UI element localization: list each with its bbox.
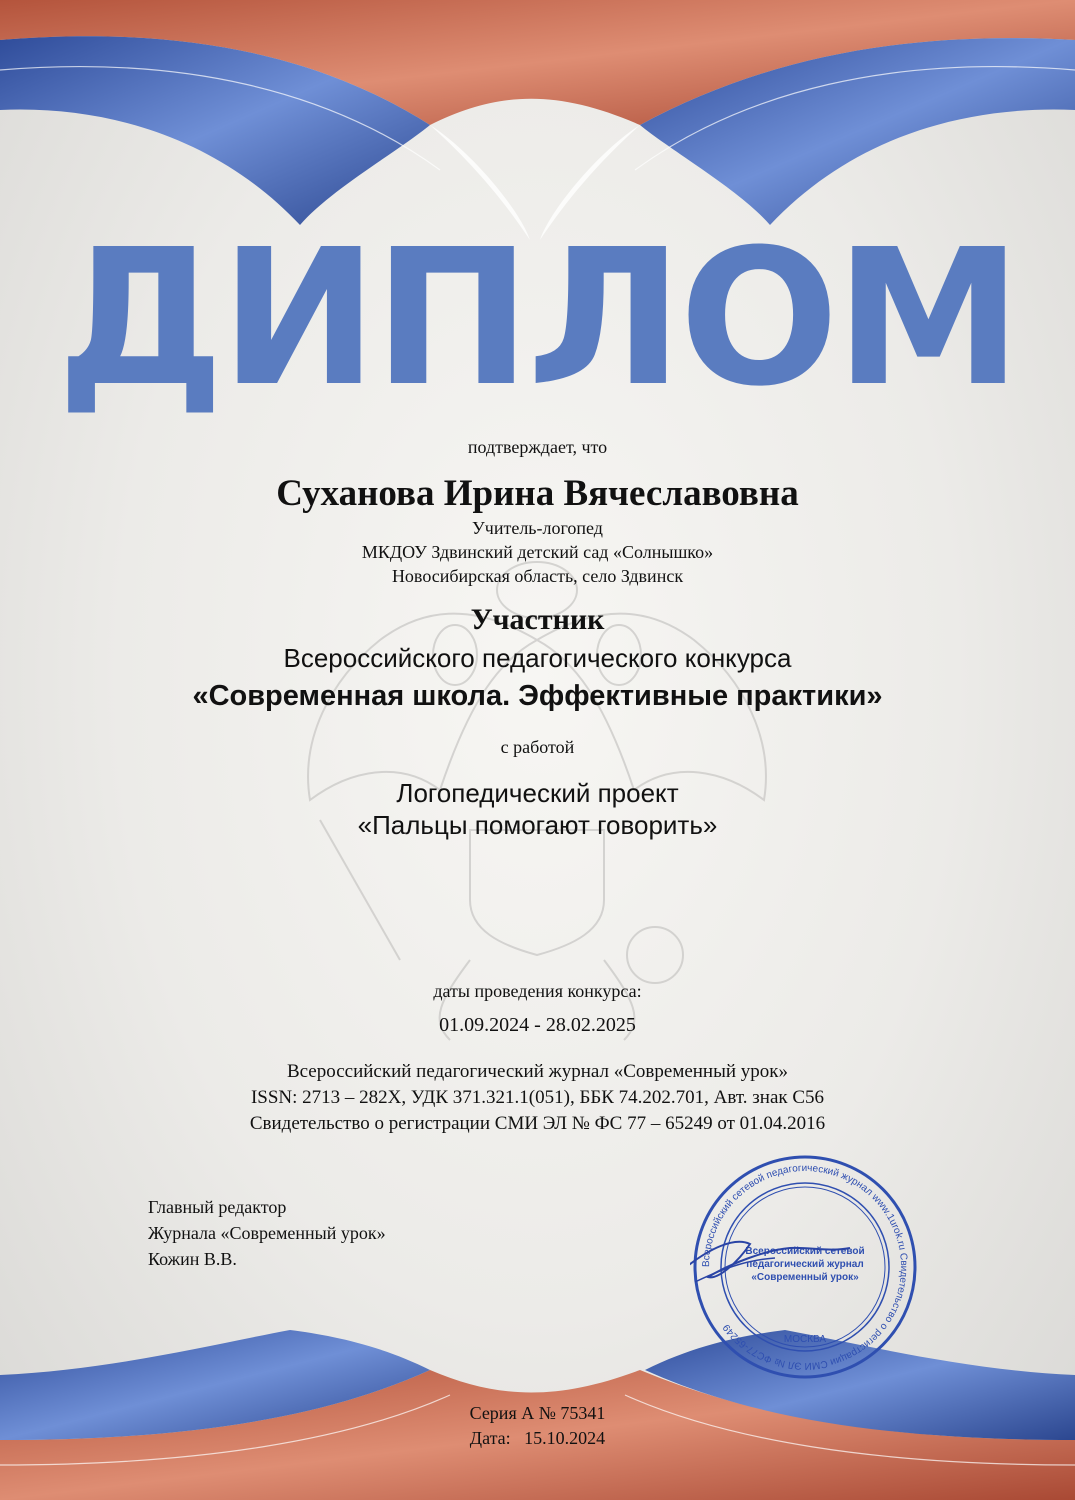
- recipient-name: Суханова Ирина Вячеславовна: [276, 473, 799, 514]
- dates-value: 01.09.2024 - 28.02.2025: [439, 1014, 636, 1036]
- with-work-text: с работой: [500, 737, 575, 757]
- diploma-title: ДИПЛОМ: [56, 209, 1019, 428]
- confirms-text: подтверждает, что: [467, 437, 608, 457]
- stamp-inner-line1: Всероссийский сетевой: [745, 1246, 865, 1257]
- stamp-inner-line2: педагогический журнал: [746, 1259, 864, 1270]
- journal-name: Всероссийский педагогический журнал «Современный урок»: [286, 1061, 789, 1082]
- contest-name: «Современная школа. Эффективные практики»: [192, 680, 883, 712]
- recipient-organization: МКДОУ Здвинский детский сад «Солнышко»: [361, 542, 714, 562]
- stamp-inner-line3: «Современный урок»: [751, 1272, 859, 1283]
- work-title-line1: Логопедический проект: [396, 778, 679, 808]
- dates-label: даты проведения конкурса:: [433, 981, 642, 1001]
- recipient-location: Новосибирская область, село Здвинск: [391, 566, 684, 586]
- work-title-line2: «Пальцы помогают говорить»: [357, 810, 718, 840]
- status-label: Участник: [470, 603, 605, 636]
- recipient-position: Учитель-логопед: [472, 518, 603, 538]
- stamp-city: МОСКВА: [783, 1334, 827, 1345]
- journal-codes: ISSN: 2713 – 282X, УДК 371.321.1(051), ББК 74.202.701, Авт. знак С56: [250, 1087, 825, 1108]
- editor-journal: Журнала «Современный урок»: [148, 1223, 386, 1243]
- issue-date: Дата: 15.10.2024: [469, 1428, 606, 1448]
- editor-name: Кожин В.В.: [148, 1249, 237, 1269]
- journal-stamp: [690, 1152, 920, 1382]
- series-number: Серия А № 75341: [469, 1403, 606, 1423]
- editor-title: Главный редактор: [148, 1197, 287, 1217]
- stamp-outer-text: Всероссийский сетевой педагогический журнал www.1urok.ru Свидетельство о регистрации СМИ ЭЛ № ФС77-65249: [700, 1162, 910, 1372]
- contest-type: Всероссийского педагогического конкурса: [283, 643, 792, 673]
- journal-registration: Свидетельство о регистрации СМИ ЭЛ № ФС 77 – 65249 от 01.04.2016: [249, 1113, 826, 1134]
